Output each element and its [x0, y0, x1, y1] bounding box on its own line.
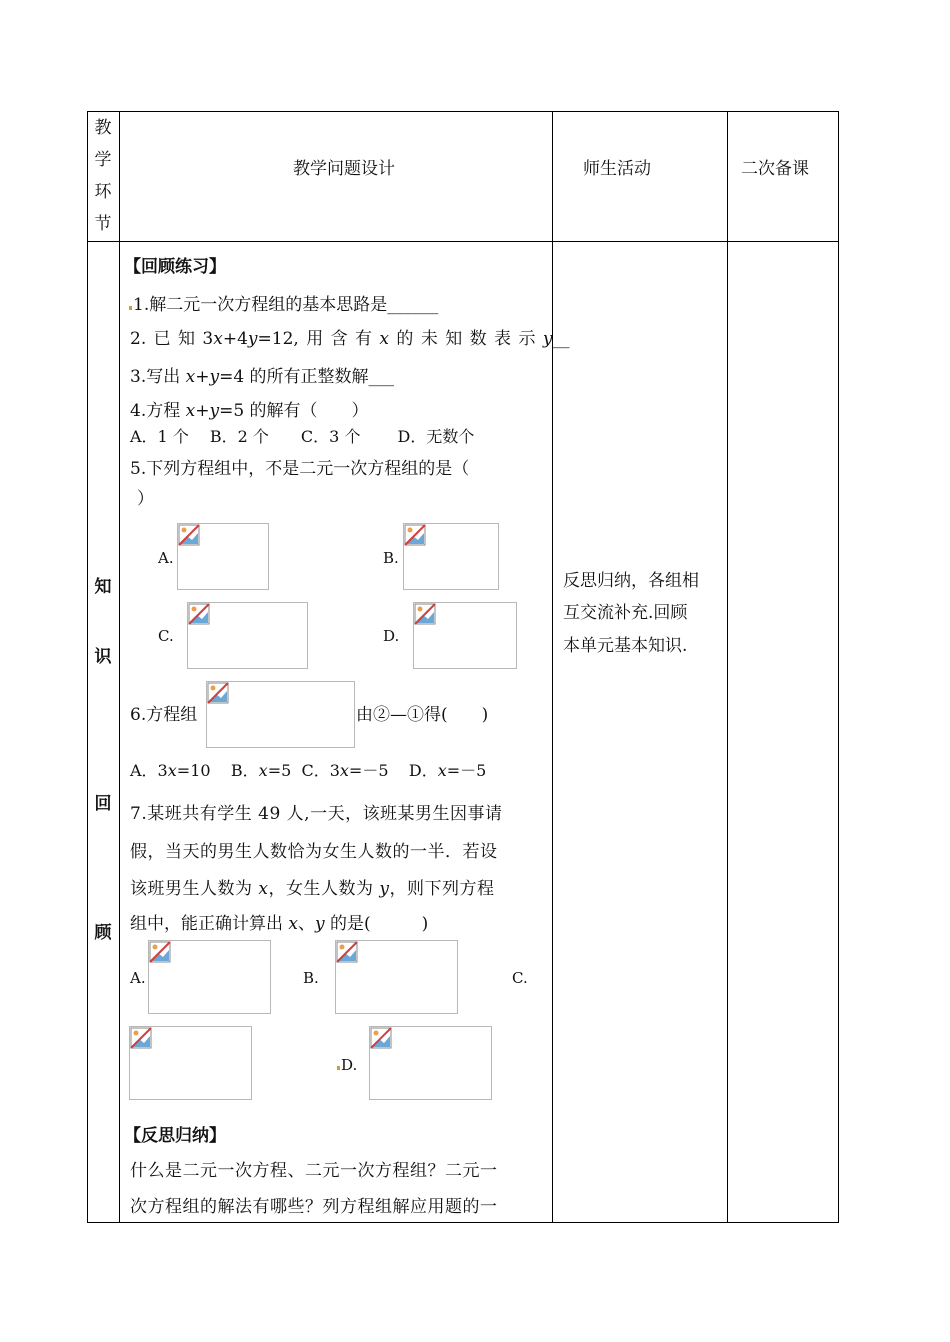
question-4-options: A．1 个 B．2 个 C．3 个 D．无数个	[130, 427, 475, 446]
broken-image-icon	[188, 603, 210, 625]
question-7-line1: 7.某班共有学生 49 人,一天，该班某男生因事请	[130, 804, 503, 824]
question-1: 1.解二元一次方程组的基本思路是______	[133, 295, 439, 315]
section-label-char: 顾	[94, 923, 112, 943]
question-2: 2. 已 知 3x+4y=12, 用 含 有 x 的 未 知 数 表 示 y__	[130, 329, 570, 349]
q7-option-a-image	[148, 940, 271, 1014]
q5-option-c-label: C.	[158, 627, 174, 645]
reflection-line2: 次方程组的解法有哪些？列方程组解应用题的一	[130, 1197, 498, 1217]
q5-option-b-label: B.	[383, 549, 399, 567]
header-teacher-student-activity: 师生活动	[583, 159, 651, 179]
q7-option-a-label: A.	[130, 969, 146, 987]
q7-option-c-image	[129, 1026, 252, 1100]
question-3: 3.写出 x+y=4 的所有正整数解___	[130, 367, 395, 387]
q5-option-b-image	[403, 523, 499, 590]
q7-option-c-label: C.	[512, 969, 528, 987]
q7-option-b-label: B.	[303, 969, 319, 987]
anchor-mark	[337, 1066, 340, 1070]
header-col1-char: 节	[94, 214, 112, 234]
broken-image-icon	[370, 1027, 392, 1049]
col-divider-3	[727, 111, 728, 1223]
question-6-options: A．3x=10 B．x=5 C．3x=－5 D．x=－5	[130, 761, 487, 780]
activity-line2: 互交流补充.回顾	[563, 603, 688, 623]
broken-image-icon	[336, 941, 358, 963]
question-5-line2: ）	[137, 489, 154, 509]
col-divider-1	[119, 111, 120, 1223]
activity-line3: 本单元基本知识.	[563, 636, 688, 656]
q7-option-d-image	[369, 1026, 492, 1100]
header-col1-char: 环	[94, 182, 112, 202]
q6-equation-image	[206, 681, 355, 748]
header-col1-char: 教	[94, 118, 112, 138]
q5-option-d-image	[413, 602, 517, 669]
header-col1-char: 学	[94, 150, 112, 170]
section-label-char: 识	[94, 647, 112, 667]
q5-option-a-label: A.	[158, 549, 174, 567]
section-label-char: 知	[94, 577, 112, 597]
review-practice-title: 【回顾练习】	[124, 257, 226, 277]
anchor-mark	[129, 306, 132, 310]
table-left-border	[87, 111, 88, 1223]
question-7-line4: 组中，能正确计算出 x、y 的是( )	[130, 914, 429, 934]
table-right-border	[838, 111, 839, 1223]
header-question-design: 教学问题设计	[293, 159, 395, 179]
section-label-char: 回	[94, 794, 112, 814]
broken-image-icon	[414, 603, 436, 625]
reflection-line1: 什么是二元一次方程、二元一次方程组？二元一	[130, 1161, 498, 1181]
broken-image-icon	[404, 524, 426, 546]
question-7-line2: 假，当天的男生人数恰为女生人数的一半．若设	[130, 842, 498, 862]
broken-image-icon	[207, 682, 229, 704]
broken-image-icon	[130, 1027, 152, 1049]
q7-option-b-image	[335, 940, 458, 1014]
q7-option-d-label: D.	[341, 1056, 358, 1074]
question-4: 4.方程 x+y=5 的解有（ ）	[130, 401, 369, 421]
header-second-preparation: 二次备课	[741, 159, 809, 179]
reflection-title: 【反思归纳】	[124, 1126, 226, 1146]
question-6-suffix: 由②—①得( )	[356, 705, 489, 725]
q5-option-c-image	[187, 602, 308, 669]
broken-image-icon	[149, 941, 171, 963]
q5-option-a-image	[177, 523, 269, 590]
question-7-line3: 该班男生人数为 x，女生人数为 y，则下列方程	[130, 879, 495, 899]
broken-image-icon	[178, 524, 200, 546]
activity-line1: 反思归纳，各组相	[563, 571, 699, 591]
col-divider-2	[552, 111, 553, 1223]
q5-option-d-label: D.	[383, 627, 400, 645]
question-6-prefix: 6.方程组	[130, 705, 198, 725]
question-5-line1: 5.下列方程组中，不是二元一次方程组的是（	[130, 459, 470, 479]
